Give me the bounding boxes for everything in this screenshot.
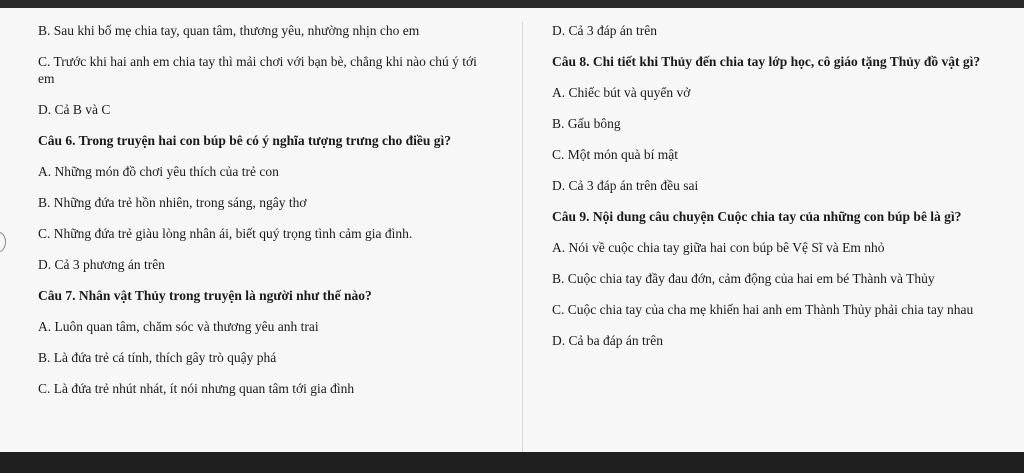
answer-option: D. Cả 3 đáp án trên [552, 23, 657, 38]
answer-option: B. Gấu bông [552, 116, 621, 131]
answer-option: B. Những đứa trẻ hồn nhiên, trong sáng, ngây thơ [38, 195, 307, 210]
answer-option: B. Sau khi bố mẹ chia tay, quan tâm, thương yêu, nhường nhịn cho em [38, 23, 420, 38]
column-divider [522, 22, 523, 452]
question-7: Câu 7. Nhân vật Thủy trong truyện là người như thế nào? [38, 288, 372, 303]
answer-option: A. Chiếc bút và quyển vở [552, 85, 691, 100]
page-edge-ring [0, 232, 6, 252]
answer-option: C. Một món quà bí mật [552, 147, 678, 162]
answer-option: B. Cuộc chia tay đầy đau đớn, cảm động của hai em bé Thành và Thủy [552, 271, 935, 286]
question-6: Câu 6. Trong truyện hai con búp bê có ý nghĩa tượng trưng cho điều gì? [38, 133, 451, 148]
question-8: Câu 8. Chi tiết khi Thủy đến chia tay lớp học, cô giáo tặng Thủy đồ vật gì? [552, 54, 981, 69]
answer-option: D. Cả 3 đáp án trên đều sai [552, 178, 699, 193]
answer-option: D. Cả ba đáp án trên [552, 333, 663, 348]
answer-option: D. Cả B và C [38, 102, 111, 117]
left-column [38, 22, 488, 411]
question-9: Câu 9. Nội dung câu chuyện Cuộc chia tay của những con búp bê là gì? [552, 209, 962, 224]
right-column [552, 22, 997, 363]
answer-option: B. Là đứa trẻ cá tính, thích gây trò quậy phá [38, 350, 277, 365]
answer-option: C. Cuộc chia tay của cha mẹ khiến hai anh em Thành Thủy phải chia tay nhau [552, 302, 974, 317]
answer-option: A. Nói về cuộc chia tay giữa hai con búp bê Vệ Sĩ và Em nhỏ [552, 240, 885, 255]
answer-option: D. Cả 3 phương án trên [38, 257, 165, 272]
bottom-bar [0, 452, 1024, 473]
answer-option: A. Luôn quan tâm, chăm sóc và thương yêu anh trai [38, 319, 319, 334]
answer-option: A. Những món đồ chơi yêu thích của trẻ con [38, 164, 279, 179]
answer-option: C. Là đứa trẻ nhút nhát, ít nói nhưng quan tâm tới gia đình [38, 381, 355, 396]
answer-option: C. Trước khi hai anh em chia tay thì mải chơi với bạn bè, chẳng khi nào chú ý tới em [38, 54, 477, 86]
answer-option: C. Những đứa trẻ giàu lòng nhân ái, biết quý trọng tình cảm gia đình. [38, 226, 413, 241]
